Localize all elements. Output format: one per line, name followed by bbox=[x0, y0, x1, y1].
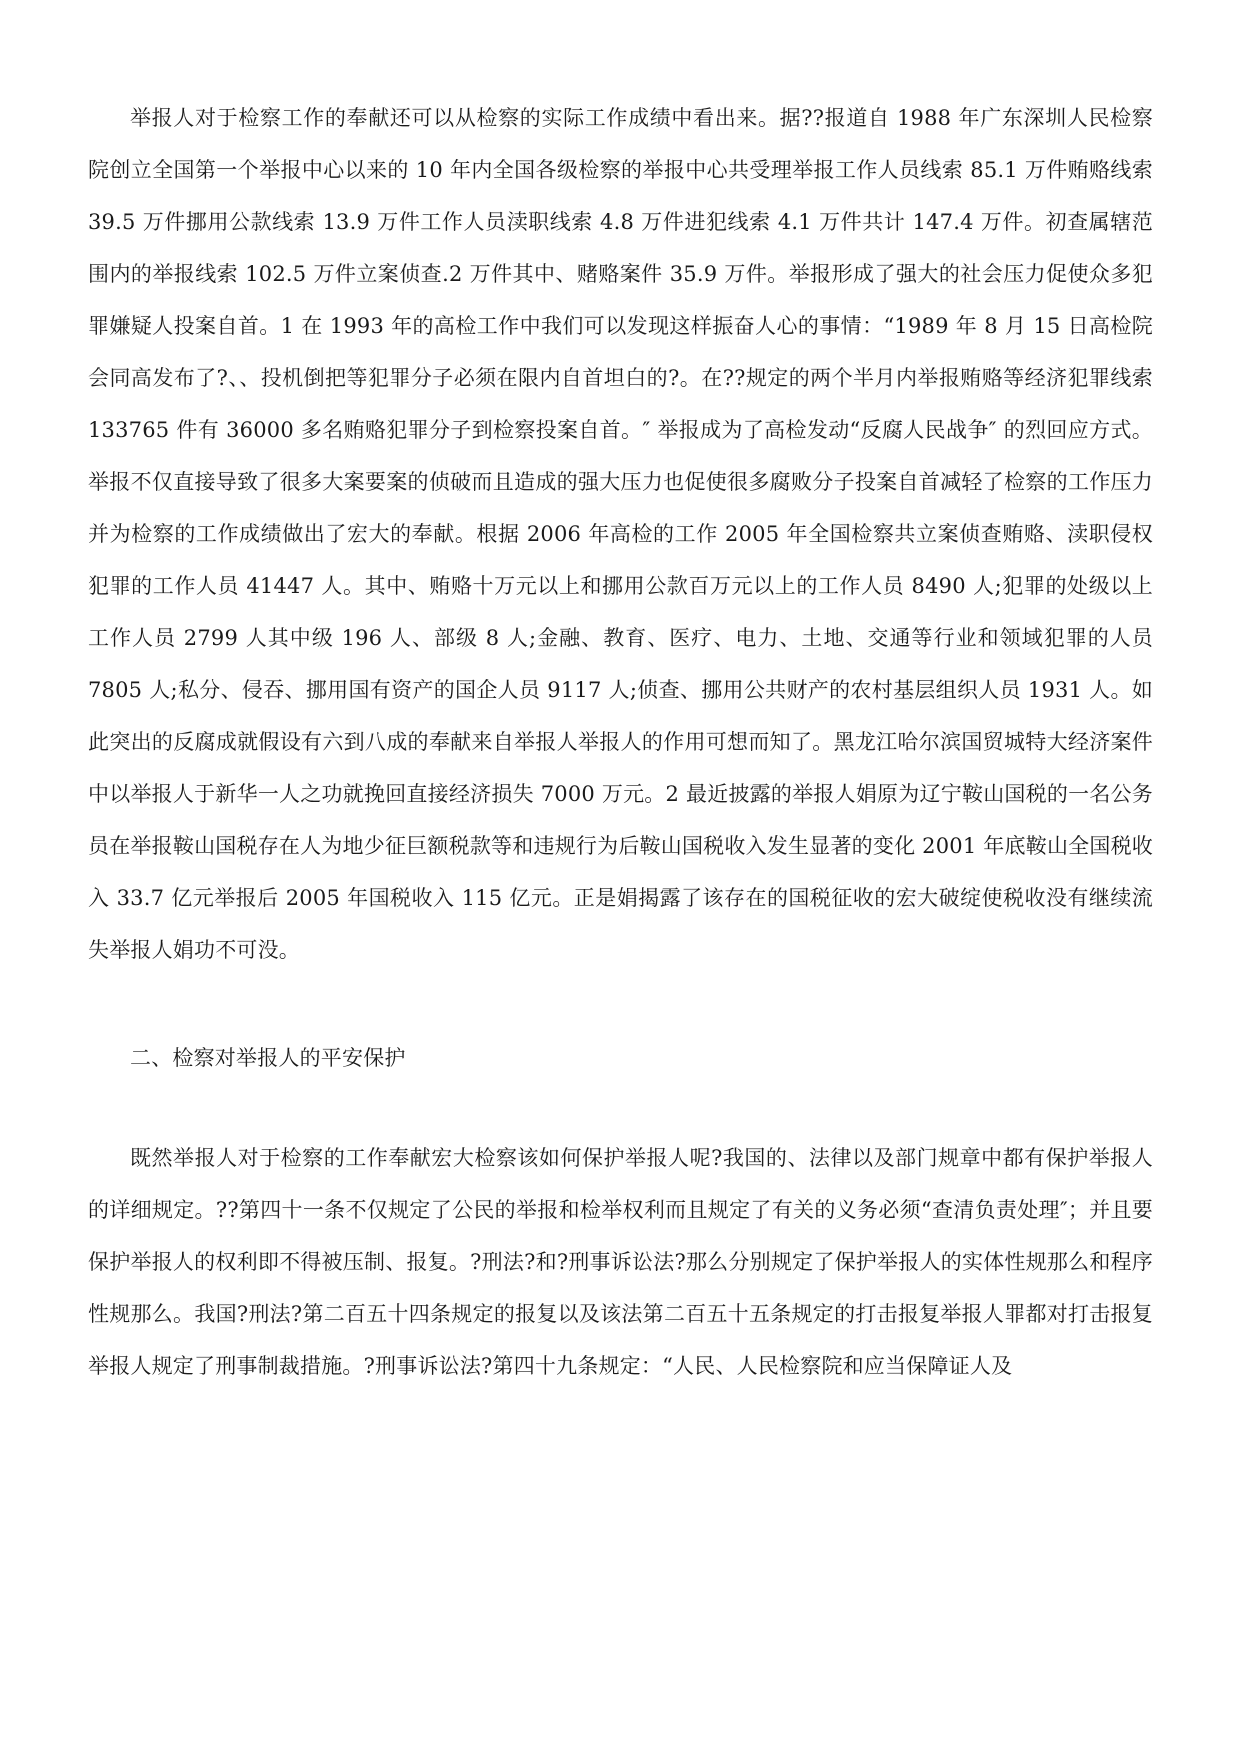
document-page bbox=[88, 92, 1153, 1392]
section-heading: 二、检察对举报人的平安保护 bbox=[130, 1046, 406, 1070]
paragraph-spacer bbox=[88, 1084, 1153, 1132]
paragraph-spacer bbox=[88, 976, 1153, 1032]
body-paragraph: 既然举报人对于检察的工作奉献宏大检察该如何保护举报人呢?我国的、法律以及部门规章中都有保护举报人的详细规定。??第四十一条不仅规定了公民的举报和检举权利而且规定了有关的义务必须“查清负责处理″；并且要保护举报人的权利即不得被压制、报复。?刑法?和?刑事诉讼法?那么分别规定了保护举报人的实体性规那么和程序性规那么。我国?刑法?第二百五十四条规定的报复以及该法第二百五十五条规定的打击报复举报人罪都对打击报复举报人规定了刑事制裁措施。?刑事诉讼法?第四十九条规定：“人民、人民检察院和应当保障证人及 bbox=[88, 1146, 1153, 1378]
body-paragraph: 举报人对于检察工作的奉献还可以从检察的实际工作成绩中看出来。据??报道自 1988 年广东深圳人民检察院创立全国第一个举报中心以来的 10 年内全国各级检察的举报中心共受理举报工作人员线索 85.1 万件贿赂线索 39.5 万件挪用公款线索 13.9 万件工作人员渎职线索 4.8 万件进犯线索 4.1 万件共计 147.4 万件。初查属辖范围内的举报线索 102.5 万件立案侦查.2 万件其中、赌赂案件 35.9 万件。举报形成了强大的社会压力促使众多犯罪嫌疑人投案自首。1 在 1993 年的高检工作中我们可以发现这样振奋人心的事情：“1989 年 8 月 15 日高检院会同高发布了?、、投机倒把等犯罪分子必须在限内自首坦白的?。在??规定的两个半月内举报贿赂等经济犯罪线索 133765 件有 36000 多名贿赂犯罪分子到检察投案自首。″ 举报成为了高检发动“反腐人民战争″ 的烈回应方式。举报不仅直接导致了很多大案要案的侦破而且造成的强大压力也促使很多腐败分子投案自首减轻了检察的工作压力并为检察的工作成绩做出了宏大的奉献。根据 2006 年高检的工作 2005 年全国检察共立案侦查贿赂、渎职侵权犯罪的工作人员 41447 人。其中、贿赂十万元以上和挪用公款百万元以上的工作人员 8490 人;犯罪的处级以上工作人员 2799 人其中级 196 人、部级 8 人;金融、教育、医疗、电力、土地、交通等行业和领域犯罪的人员 7805 人;私分、侵吞、挪用国有资产的国企人员 9117 人;侦查、挪用公共财产的农村基层组织人员 1931 人。如此突出的反腐成就假设有六到八成的奉献来自举报人举报人的作用可想而知了。黑龙江哈尔滨国贸城特大经济案件中以举报人于新华一人之功就挽回直接经济损失 7000 万元。2 最近披露的举报人娟原为辽宁鞍山国税的一名公务员在举报鞍山国税存在人为地少征巨额税款等和违规行为后鞍山国税收入发生显著的变化 2001 年底鞍山全国税收入 33.7 亿元举报后 2005 年国税收入 115 亿元。正是娟揭露了该存在的国税征收的宏大破绽使税收没有继续流失举报人娟功不可没。 bbox=[88, 106, 1153, 962]
